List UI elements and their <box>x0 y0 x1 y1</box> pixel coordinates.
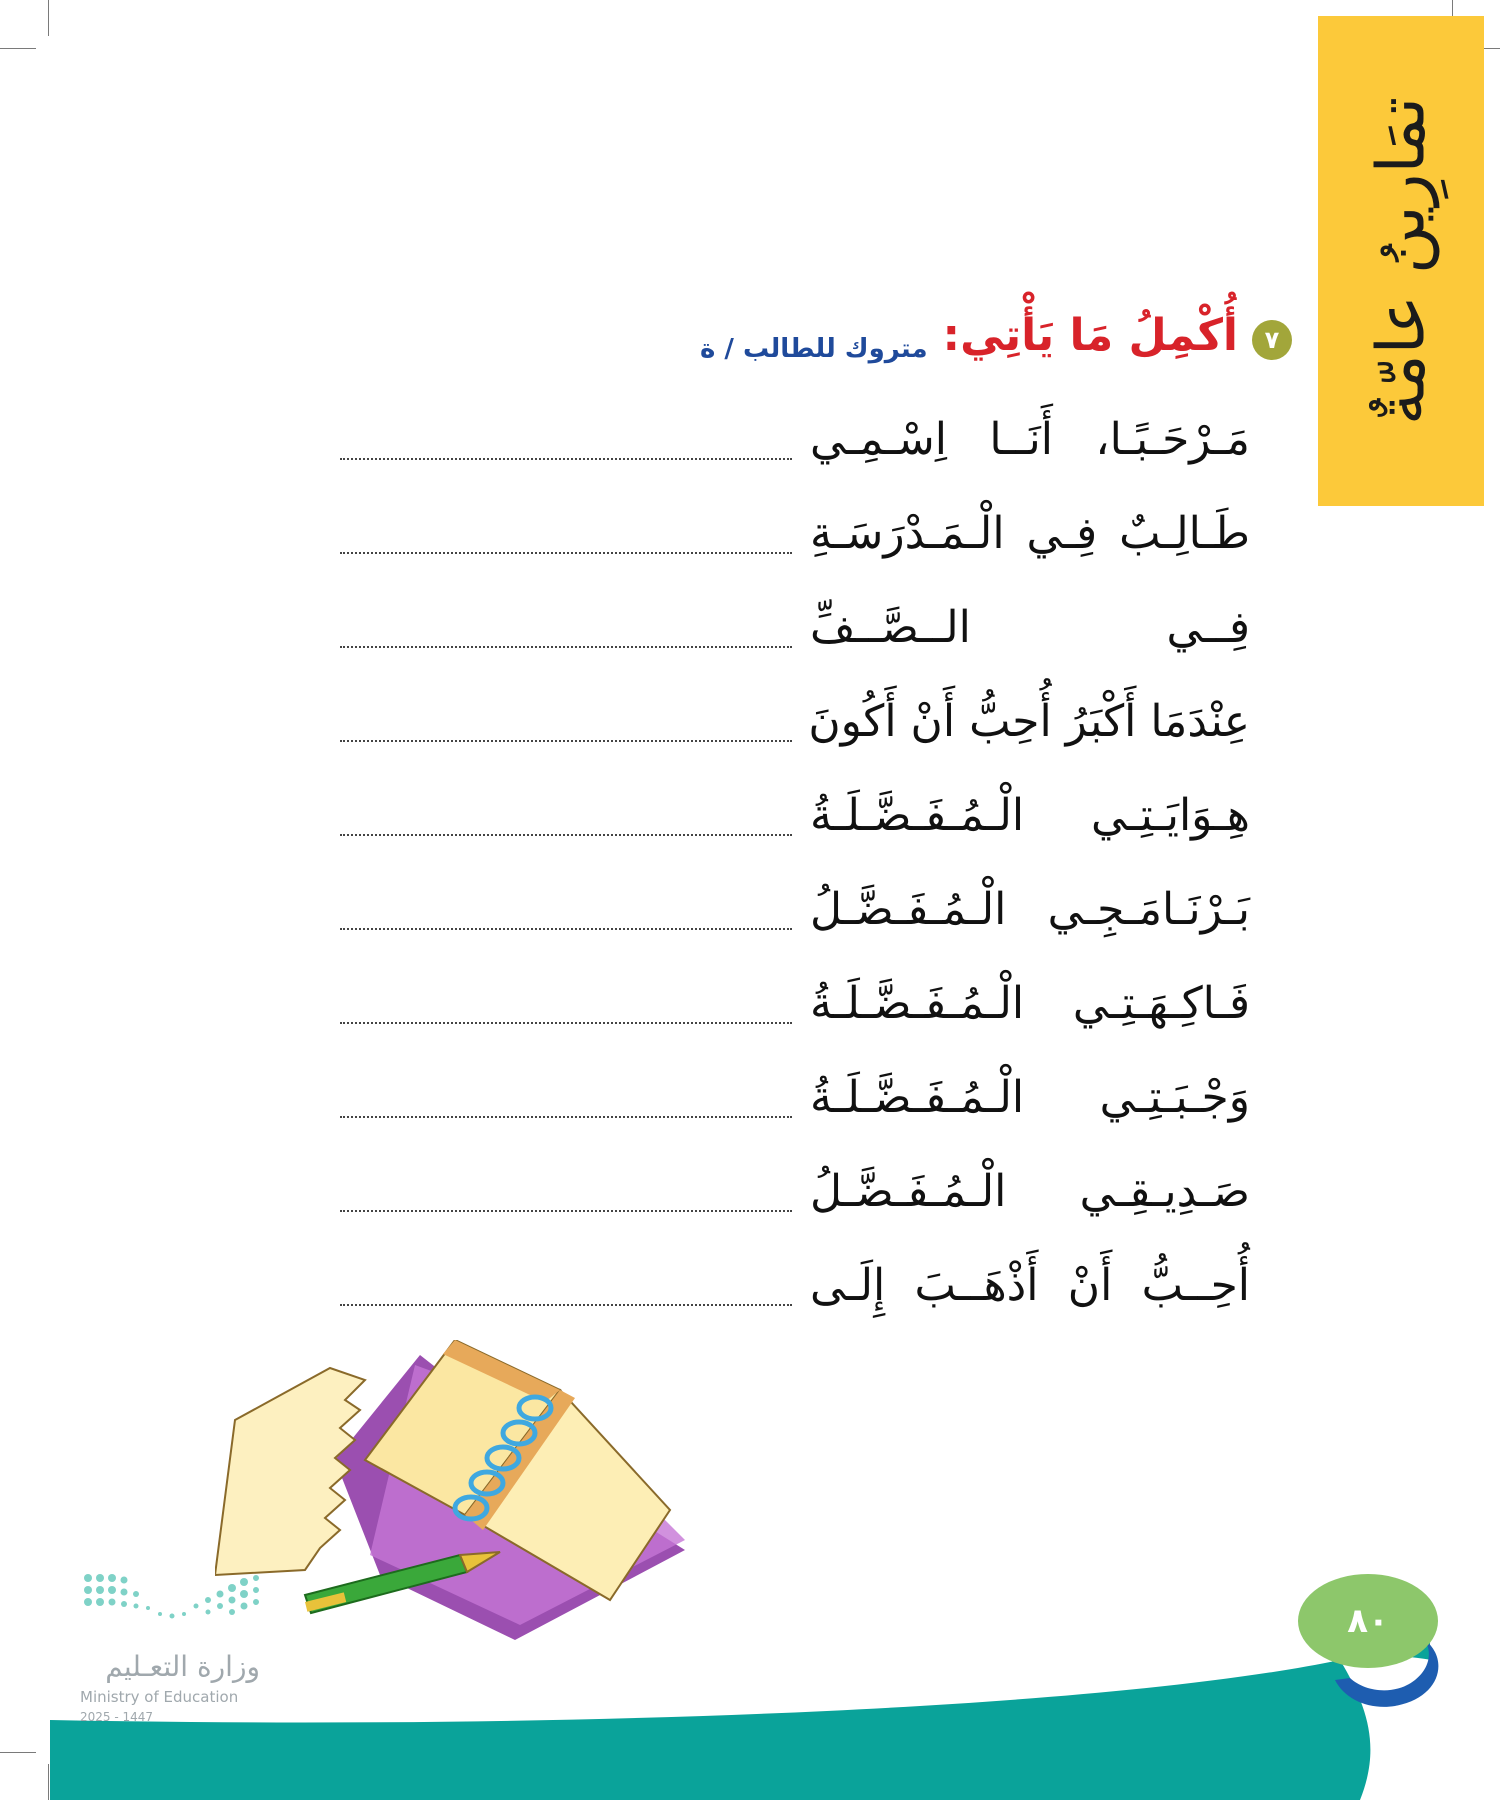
section-tab-title: تمَارِينُ عامّةٌ <box>1362 96 1440 426</box>
sentence-prompt: وَجْـبَـتِـي الْـمُـفَـضَّـلَـةُ <box>810 1072 1250 1123</box>
crop-mark <box>48 0 49 36</box>
answer-line[interactable] <box>340 834 792 836</box>
exercise-row <box>340 1058 1250 1152</box>
sentence-prompt: عِنْدَمَا أَكْبَرُ أُحِبُّ أَنْ أَكُونَ <box>808 696 1250 747</box>
sentence-prompt: أُحِــبُّ أَنْ أَذْهَــبَ إِلَـى <box>810 1260 1250 1311</box>
exercise-row <box>340 494 1250 588</box>
exercise-row <box>340 776 1250 870</box>
section-tab <box>1318 16 1484 506</box>
exercise-row <box>340 682 1250 776</box>
exercise-row <box>340 1152 1250 1246</box>
sentence-prompt: بَـرْنَـامَـجِـي الْـمُـفَـضَّـلُ <box>810 884 1250 935</box>
sentence-prompt: فَـاكِـهَـتِـي الْـمُـفَـضَّـلَـةُ <box>810 978 1250 1029</box>
exercise-row <box>340 1246 1250 1340</box>
logo-english-text: Ministry of Education <box>80 1688 239 1706</box>
logo-dots-icon <box>80 1570 260 1630</box>
answer-note: متروك للطالب / ة <box>700 334 928 364</box>
answer-line[interactable] <box>340 552 792 554</box>
answer-line[interactable] <box>340 1022 792 1024</box>
answer-line[interactable] <box>340 928 792 930</box>
sentence-prompt: طَـالِـبٌ فِـي الْـمَـدْرَسَـةِ <box>810 508 1250 559</box>
sentence-prompt: مَـرْحَـبًـا، أَنَــا اِسْـمِـي <box>810 414 1250 465</box>
exercise-row <box>340 400 1250 494</box>
answer-line[interactable] <box>340 1116 792 1118</box>
answer-line[interactable] <box>340 646 792 648</box>
answer-line[interactable] <box>340 458 792 460</box>
loose-paper-sheet <box>215 1368 365 1575</box>
page-number: ٨٠ <box>1298 1574 1438 1668</box>
sentence-prompt: فِــي الــصَّــفِّ <box>810 602 1250 653</box>
logo-year-text: 2025 - 1447 <box>80 1710 154 1724</box>
exercise-row <box>340 964 1250 1058</box>
exercise-row <box>340 870 1250 964</box>
logo-arabic-text: وزارة التعـليم <box>105 1650 260 1683</box>
sentence-prompt: هِـوَايَـتِـي الْـمُـفَـضَّـلَـةُ <box>810 790 1250 841</box>
question-number-badge: ٧ <box>1252 320 1292 360</box>
ministry-logo <box>80 1570 280 1724</box>
answer-line[interactable] <box>340 1210 792 1212</box>
sentence-prompt: صَـدِيـقِـي الْـمُـفَـضَّـلُ <box>810 1166 1250 1217</box>
exercise-list <box>340 400 1250 1340</box>
answer-line[interactable] <box>340 740 792 742</box>
exercise-row <box>340 588 1250 682</box>
answer-line[interactable] <box>340 1304 792 1306</box>
question-title: أُكْمِلُ مَا يَأْتِي: <box>942 310 1238 361</box>
crop-mark <box>0 48 36 49</box>
